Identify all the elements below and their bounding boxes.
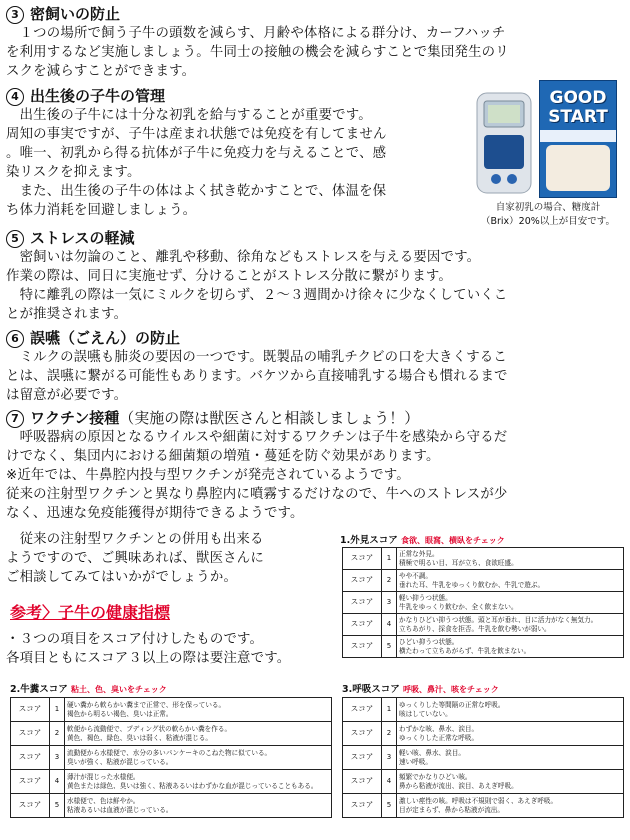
table-row: [343, 548, 624, 570]
text-line: スクを減らすことができます。: [6, 64, 196, 79]
score-description: 軟便から流動便で、プディング状の軟らかい糞を作る。 黄色、褐色、緑色、臭いは弱く、粘液が混じる。: [65, 722, 332, 746]
respiratory-score-table: [342, 697, 624, 818]
text-line: 従来の注射型ワクチンとの併用も出来る: [6, 532, 264, 547]
score-description: ひどい抑うつ状態。 横たわって立ちあがらず、牛乳を飲まない。: [397, 636, 624, 658]
score-number: 4: [382, 614, 397, 636]
table-title: 2.牛糞スコア: [10, 684, 68, 695]
text-line: けでなく、集団内における細菌類の増殖・蔓延を防ぐ効果があります。: [6, 449, 440, 464]
score-number: 5: [382, 636, 397, 658]
score-number: 5: [50, 794, 65, 818]
section-4-body: [6, 106, 387, 220]
score-label: スコア: [343, 592, 382, 614]
score-number: 4: [50, 770, 65, 794]
section-3-body: [6, 24, 509, 81]
text-line: ようですので、ご興味あれば、獣医さんに: [6, 551, 264, 566]
section-number: 6: [6, 330, 24, 348]
text-line: ・３つの項目をスコア付けしたものです。: [6, 632, 264, 647]
text-line: 呼吸器病の原因となるウイルスや細菌に対するワクチンは子牛を感染から守るだ: [6, 430, 508, 445]
text-line: また、出生後の子牛の体はよく拭き乾かすことで、体温を保: [6, 184, 387, 199]
section-5-heading: [6, 228, 135, 248]
score-description: 軽い咳、鼻水、涙目。 速い呼吸。: [397, 746, 624, 770]
score-label: スコア: [343, 570, 382, 592]
section-number: 4: [6, 88, 24, 106]
caption-line: （Brix）20%以上が目安です。: [480, 216, 616, 227]
text-line: 。唯一、初乳から得る抗体が子牛に免疫力を与えることで、感: [6, 146, 387, 161]
table-row: [11, 746, 332, 770]
text-line: 従来の注射型ワクチンと異なり鼻腔内に噴霧するだけなので、牛へのストレスが少: [6, 487, 508, 502]
image-caption: [472, 201, 624, 229]
score-number: 4: [382, 770, 397, 794]
score-number: 3: [382, 592, 397, 614]
section-3-heading: [6, 4, 120, 24]
score-description: 頻繁でかなりひどい咳。 鼻から粘液が流出、涙目、あえぎ呼吸。: [397, 770, 624, 794]
score-number: 5: [382, 794, 397, 818]
score-number: 2: [50, 722, 65, 746]
text-line: は留意が必要です。: [6, 388, 128, 403]
refractometer-image: [474, 91, 534, 197]
calf-photo: [546, 145, 610, 191]
table-note: 呼吸、鼻汁、咳をチェック: [403, 685, 499, 694]
appearance-score-title: [340, 535, 505, 547]
text-line: とが推奨されます。: [6, 307, 128, 322]
text-line: 各項目ともにスコア３以上の際は要注意です。: [6, 651, 291, 666]
section-7-heading: [6, 408, 419, 428]
section-title: 出生後の子牛の管理: [30, 87, 166, 105]
caption-line: 自家初乳の場合、糖度計: [495, 202, 601, 213]
score-label: スコア: [343, 614, 382, 636]
feces-score-table: [10, 697, 332, 818]
section-number: 3: [6, 6, 24, 24]
table-row: [11, 794, 332, 818]
section-7-body: [6, 428, 508, 523]
table-note: 粘土、色、臭いをチェック: [71, 685, 167, 694]
section-number: 5: [6, 230, 24, 248]
table-row: [343, 592, 624, 614]
text-line: なく、迅速な免疫能獲得が期待できるようです。: [6, 506, 304, 521]
score-label: スコア: [11, 722, 50, 746]
feces-score-title: [10, 684, 167, 696]
table-row: [343, 794, 624, 818]
section-6-heading: [6, 328, 180, 348]
table-title: 3.呼吸スコア: [342, 684, 400, 695]
text-line: 特に離乳の際は一気にミルクを切らず、２～３週間かけ徐々に少なくしていくこ: [6, 288, 508, 303]
section-title: ワクチン接種: [30, 409, 120, 427]
section-title: 密飼いの防止: [30, 5, 121, 23]
score-description: 薄汁が混じった水様便。 黄色または緑色、臭いは強く、粘液あるいはわずかな血が混じっていることもある。: [65, 770, 332, 794]
score-label: スコア: [343, 722, 382, 746]
text-line: 出生後の子牛には十分な初乳を給与することが重要です。: [6, 108, 372, 123]
text-line: 染リスクを抑えます。: [6, 165, 141, 180]
text-line: ※近年では、牛鼻腔内投与型ワクチンが発売されているようです。: [6, 468, 410, 483]
section-5-body: [6, 248, 508, 324]
score-description: 水様便で、色は鮮やか。 粘液あるいは血液が混じっている。: [65, 794, 332, 818]
score-label: スコア: [11, 698, 50, 722]
table-row: [11, 722, 332, 746]
score-number: 3: [50, 746, 65, 770]
table-row: [11, 698, 332, 722]
text-line: ち体力消耗を回避しましょう。: [6, 203, 197, 218]
score-number: 2: [382, 570, 397, 592]
section-title: 誤嚥（ごえん）の防止: [30, 329, 181, 347]
reference-body: [6, 630, 290, 668]
score-label: スコア: [343, 636, 382, 658]
score-label: スコア: [11, 794, 50, 818]
score-label: スコア: [343, 770, 382, 794]
reference-heading: 参考〉子牛の健康指標: [10, 603, 171, 622]
section-title: ストレスの軽減: [30, 229, 135, 247]
score-label: スコア: [343, 794, 382, 818]
table-row: [343, 636, 624, 658]
table-row: [343, 698, 624, 722]
score-description: 硬い糞から軟らかい糞まで正常で、形を保っている。 褐色から明るい褐色、臭いは正常。: [65, 698, 332, 722]
table-row: [343, 746, 624, 770]
score-label: スコア: [343, 746, 382, 770]
good-start-product-image: [539, 80, 617, 198]
section-subtitle: （実施の際は獣医さんと相談しましょう！）: [119, 409, 420, 427]
score-description: 流動便から水様便で、水分の多いパンケーキのこねた物に似ている。 臭いが強く、粘液が混じっている。: [65, 746, 332, 770]
score-label: スコア: [11, 770, 50, 794]
score-description: やや不調。 垂れた耳、牛乳をゆっくり飲むか、牛乳で遊ぶ。: [397, 570, 624, 592]
text-line: 密飼いは勿論のこと、離乳や移動、徐角などもストレスを与える要因です。: [6, 250, 481, 265]
section-7-body-continued: [6, 530, 264, 587]
score-label: スコア: [11, 746, 50, 770]
text-line: 作業の際は、同日に実施せず、分けることがストレス分散に繋がります。: [6, 269, 452, 284]
score-description: ゆっくりした等間隔の正常な呼吸。 咳はしていない。: [397, 698, 624, 722]
text-line: 周知の事実ですが、子牛は産まれ状態では免疫を有してません: [6, 127, 387, 142]
score-description: かなりひどい抑うつ状態。頭と耳が垂れ、目に活力がなく無気力。 立ちあがり、採食を拒否。牛乳を飲む勢いが弱い。: [397, 614, 624, 636]
text-line: ミルクの誤嚥も肺炎の要因の一つです。既製品の哺乳チクビの口を大きくするこ: [6, 350, 507, 365]
respiratory-score-title: [342, 684, 499, 696]
section-4-heading: [6, 86, 165, 106]
table-title: 1.外見スコア: [340, 535, 398, 546]
table-note: 食欲、眼窩、横臥をチェック: [401, 536, 505, 545]
table-row: [343, 614, 624, 636]
product-banner: [540, 130, 616, 142]
appearance-score-table: [342, 547, 624, 658]
score-label: スコア: [343, 548, 382, 570]
table-row: [343, 570, 624, 592]
table-row: [343, 770, 624, 794]
score-number: 2: [382, 722, 397, 746]
score-description: 軽い抑うつ状態。 牛乳をゆっくり飲むか、全く飲まない。: [397, 592, 624, 614]
score-number: 1: [50, 698, 65, 722]
score-description: わずかな咳、鼻水、涙目。 ゆっくりした正常な呼吸。: [397, 722, 624, 746]
score-number: 1: [382, 698, 397, 722]
product-text: START: [548, 107, 608, 127]
table-row: [343, 722, 624, 746]
text-line: とは、誤嚥に繋がる可能性もあります。バケツから直接哺乳する場合も慣れるまで: [6, 369, 508, 384]
product-text: GOOD: [549, 88, 607, 108]
text-line: ご相談してみてはいかがでしょうか。: [6, 570, 238, 585]
table-row: [11, 770, 332, 794]
text-line: を利用するなど実施しましょう。牛同士の接触の機会を減らすことで集団発生のリ: [6, 45, 509, 60]
score-label: スコア: [343, 698, 382, 722]
score-description: 正常な外見。 積極で明るい目、耳が立ち、食欲旺盛。: [397, 548, 624, 570]
score-number: 1: [382, 548, 397, 570]
text-line: １つの場所で飼う子牛の頭数を減らす、月齢や体格による群分け、カーフハッチ: [6, 26, 506, 41]
score-description: 激しい痙性の咳。呼吸は不規則で弱く、あえぎ呼吸。 目が定まらず、鼻から粘液が流出。: [397, 794, 624, 818]
section-number: 7: [6, 410, 24, 428]
score-number: 3: [382, 746, 397, 770]
section-6-body: [6, 348, 508, 405]
